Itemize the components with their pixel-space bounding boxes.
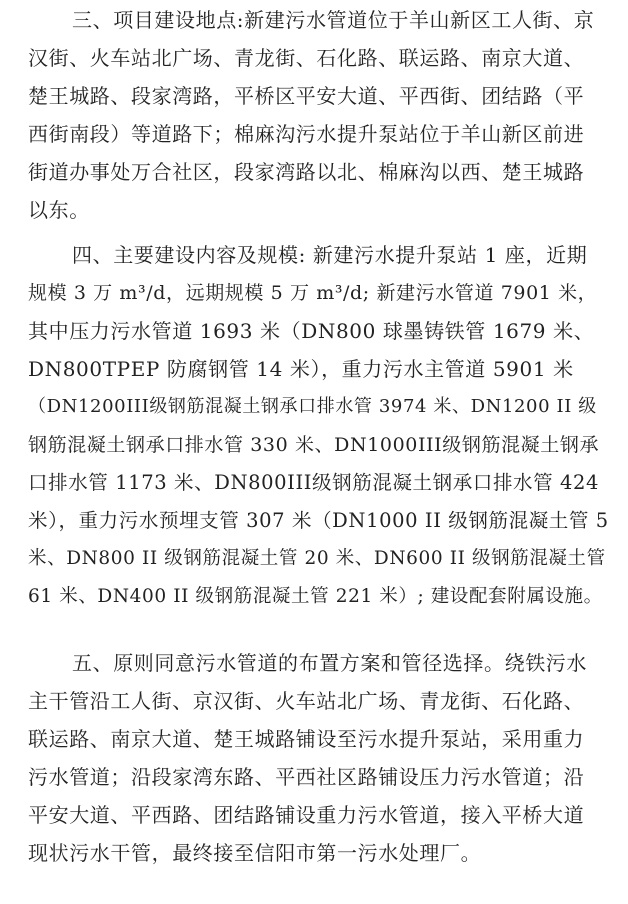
text-line: 现状污水干管，最终接至信阳市第一污水处理厂。	[28, 841, 482, 865]
text-line: 其中压力污水管道 1693 米（DN800 球墨铸铁管 1679 米、	[28, 319, 595, 343]
text-line: 规模 3 万 m³/d，远期规模 5 万 m³/d; 新建污水管道 7901 米，	[28, 282, 598, 304]
text-line: 污水管道；沿段家湾东路、平西社区路铺设压力污水管道；沿	[28, 765, 585, 789]
text-line: DN800TPEP 防腐钢管 14 米），重力污水主管道 5901 米	[28, 357, 574, 381]
text-line: 西街南段）等道路下；棉麻沟污水提升泵站位于羊山新区前进	[28, 122, 585, 146]
text-line: 米），重力污水预埋支管 307 米（DN1000 II 级钢筋混凝土管 5	[28, 509, 609, 532]
text-line: 街道办事处万合社区，段家湾路以北、棉麻沟以西、楚王城路	[28, 160, 585, 184]
text-line: （DN1200III级钢筋混凝土钢承口排水管 3974 米、DN1200 II 级	[28, 396, 597, 417]
text-line: 五、原则同意污水管道的布置方案和管径选择。绕铁污水	[72, 651, 587, 675]
text-line: 米、DN800 II 级钢筋混凝土管 20 米、DN600 II 级钢筋混凝土管	[28, 548, 606, 569]
text-line: 四、主要建设内容及规模: 新建污水提升泵站 1 座，近期	[72, 243, 588, 267]
text-line: 以东。	[28, 198, 90, 222]
text-line: 61 米、DN400 II 级钢筋混凝土管 221 米）; 建设配套附属设施。	[28, 586, 603, 607]
text-line: 汉街、火车站北广场、青龙街、石化路、联运路、南京大道、	[28, 46, 585, 70]
text-line: 主干管沿工人街、京汉街、火车站北广场、青龙街、石化路、	[28, 689, 585, 713]
text-line: 楚王城路、段家湾路，平桥区平安大道、平西街、团结路（平	[28, 84, 585, 108]
text-line: 联运路、南京大道、楚王城路铺设至污水提升泵站，采用重力	[28, 727, 585, 751]
text-line: 平安大道、平西路、团结路铺设重力污水管道，接入平桥大道	[28, 803, 585, 827]
text-line: 口排水管 1173 米、DN800III级钢筋混凝土钢承口排水管 424	[28, 471, 600, 494]
text-line: 三、项目建设地点:新建污水管道位于羊山新区工人街、京	[72, 8, 595, 32]
text-line: 钢筋混凝土钢承口排水管 330 米、DN1000III级钢筋混凝土钢承	[28, 434, 600, 456]
